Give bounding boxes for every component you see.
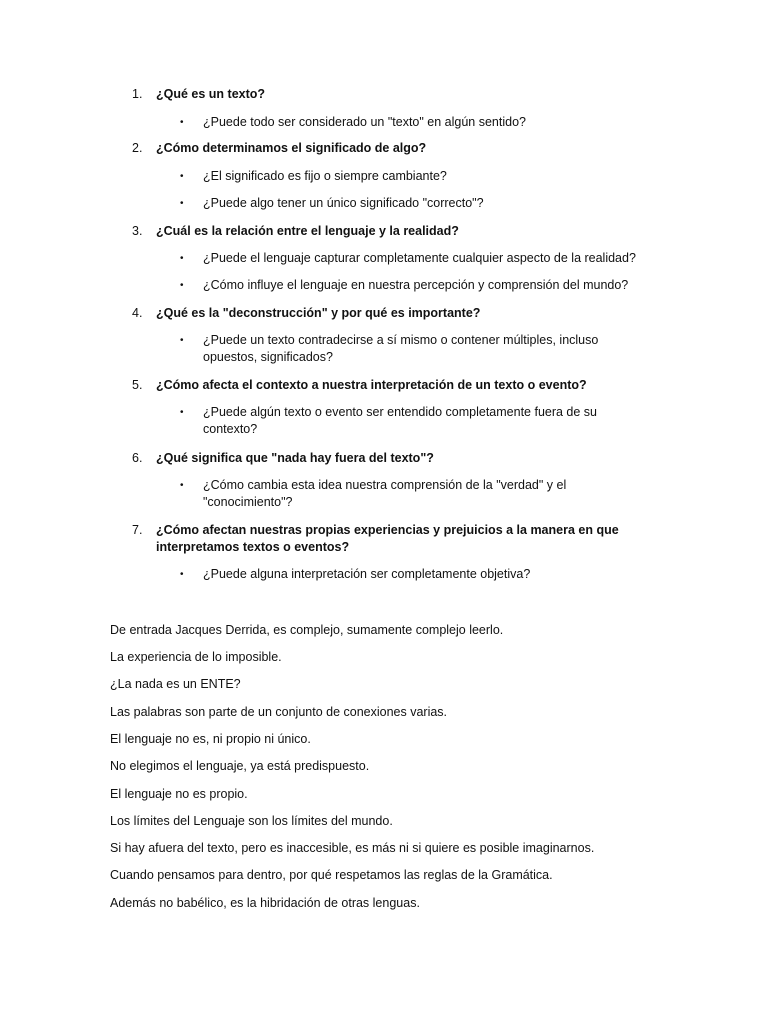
note-line: Las palabras son parte de un conjunto de conexiones varias. — [110, 705, 448, 719]
sub-question: ¿Puede un texto contradecirse a sí mismo o contener múltiples, incluso opuestos, significados? — [203, 333, 599, 364]
question-number: 7. — [132, 523, 143, 537]
bullet-icon: • — [180, 335, 184, 346]
bullet-icon: • — [180, 198, 184, 209]
note-line: El lenguaje no es, ni propio ni único. — [110, 732, 311, 746]
sub-question: ¿Puede algo tener un único significado "correcto"? — [203, 196, 484, 210]
question-title: ¿Qué es la "deconstrucción" y por qué es importante? — [156, 306, 481, 320]
question-number: 3. — [132, 224, 143, 238]
bullet-icon: • — [180, 171, 184, 182]
note-line: Los límites del Lenguaje son los límites del mundo. — [110, 814, 393, 828]
sub-question: ¿Puede algún texto o evento ser entendido completamente fuera de su contexto? — [203, 405, 598, 436]
note-line: No elegimos el lenguaje, ya está predispuesto. — [110, 759, 370, 773]
sub-question: ¿Puede alguna interpretación ser completamente objetiva? — [203, 567, 531, 581]
note-line: ¿La nada es un ENTE? — [110, 677, 241, 691]
note-line: El lenguaje no es propio. — [110, 787, 248, 801]
question-title: ¿Cómo afecta el contexto a nuestra interpretación de un texto o evento? — [156, 378, 587, 392]
note-line: La experiencia de lo imposible. — [110, 650, 282, 664]
question-title: ¿Qué significa que "nada hay fuera del texto"? — [156, 451, 434, 465]
note-line: Si hay afuera del texto, pero es inaccesible, es más ni si quiere es posible imaginarnos. — [110, 841, 595, 855]
note-line: Además no babélico, es la hibridación de otras lenguas. — [110, 896, 420, 910]
bullet-icon: • — [180, 407, 184, 418]
question-number: 4. — [132, 306, 143, 320]
question-number: 5. — [132, 378, 143, 392]
bullet-icon: • — [180, 253, 184, 264]
question-number: 6. — [132, 451, 143, 465]
note-line: Cuando pensamos para dentro, por qué respetamos las reglas de la Gramática. — [110, 868, 553, 882]
question-title: ¿Cómo determinamos el significado de algo? — [156, 141, 427, 155]
bullet-icon: • — [180, 280, 184, 291]
sub-question: ¿Cómo cambia esta idea nuestra comprensión de la "verdad" y el "conocimiento"? — [203, 478, 567, 509]
bullet-icon: • — [180, 480, 184, 491]
question-title: ¿Cómo afectan nuestras propias experiencias y prejuicios a la manera en que interpretamos textos o eventos? — [156, 523, 619, 554]
sub-question: ¿Cómo influye el lenguaje en nuestra percepción y comprensión del mundo? — [203, 278, 629, 292]
note-line: De entrada Jacques Derrida, es complejo, sumamente complejo leerlo. — [110, 623, 504, 637]
question-title: ¿Cuál es la relación entre el lenguaje y la realidad? — [156, 224, 459, 238]
sub-question: ¿Puede todo ser considerado un "texto" en algún sentido? — [203, 115, 526, 129]
bullet-icon: • — [180, 569, 184, 580]
bullet-icon: • — [180, 117, 184, 128]
question-title: ¿Qué es un texto? — [156, 87, 266, 101]
question-number: 1. — [132, 87, 143, 101]
sub-question: ¿Puede el lenguaje capturar completamente cualquier aspecto de la realidad? — [203, 251, 636, 265]
sub-question: ¿El significado es fijo o siempre cambiante? — [203, 169, 447, 183]
question-number: 2. — [132, 141, 143, 155]
